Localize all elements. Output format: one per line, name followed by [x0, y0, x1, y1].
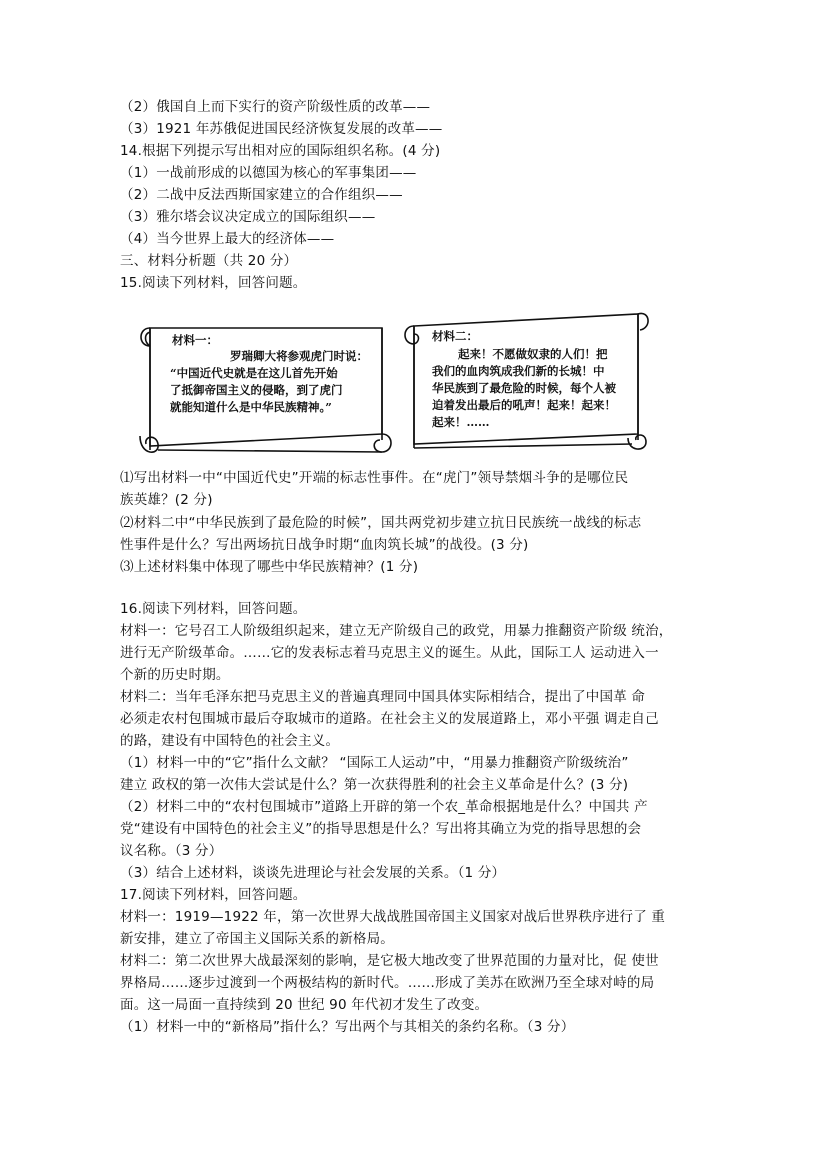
text-line: 性事件是什么？写出两场抗日战争时期“血肉筑长城”的战役。(3 分) [120, 537, 529, 553]
material-two-scroll [402, 306, 654, 456]
material-title: 材料二： [432, 329, 478, 343]
material-line: 我们的血肉筑成我们新的长城！中 [432, 364, 605, 378]
text-line: 议名称。（3 分） [120, 843, 223, 859]
text-line: 界格局……逐步过渡到一个两极结构的新时代。……形成了美苏在欧洲乃至全球对峙的局 [120, 975, 655, 991]
material-line: “中国近代史就是在这儿首先开始 [170, 366, 338, 380]
text-line: （2）二战中反法西斯国家建立的合作组织—— [120, 187, 403, 203]
material-line: 就能知道什么是中华民族精神。” [170, 400, 332, 414]
material-line: 了抵御帝国主义的侵略，到了虎门 [170, 383, 343, 397]
text-line: 建立 政权的第一次伟大尝试是什么？第一次获得胜利的社会主义革命是什么？(3 分) [120, 777, 629, 793]
text-line: 必须走农村包围城市最后夺取城市的道路。在社会主义的发展道路上，邓小平强 调走自己 [120, 711, 659, 727]
text-line: ⑶上述材料集中体现了哪些中华民族精神？(1 分) [120, 559, 419, 575]
text-line: 族英雄？(2 分) [120, 492, 213, 508]
material-line: 罗瑞卿大将参观虎门时说： [230, 349, 368, 363]
text-line: 的路，建设有中国特色的社会主义。 [120, 733, 340, 749]
material-line: 华民族到了最危险的时候，每个人被 [432, 381, 616, 395]
material-line: 起来！…… [432, 415, 490, 429]
material-line: 迫着发出最后的吼声！起来！起来！ [432, 398, 616, 412]
material-title: 材料一： [172, 333, 218, 347]
question-heading: 17.阅读下列材料，回答问题。 [120, 887, 307, 903]
text-line: （1）材料一中的“它”指什么文献？ “国际工人运动”中，“用暴力推翻资产阶级统治” [120, 755, 629, 771]
text-line: 新安排，建立了帝国主义国际关系的新格局。 [120, 931, 394, 947]
text-line: 材料二：当年毛泽东把马克思主义的普遍真理同中国具体实际相结合，提出了中国革 命 [120, 689, 646, 705]
text-line: （1）材料一中的“新格局”指什么？写出两个与其相关的条约名称。（3 分） [120, 1019, 575, 1035]
question-heading: 16.阅读下列材料，回答问题。 [120, 601, 307, 617]
text-line: （2）材料二中的“农村包围城市”道路上开辟的第一个农_革命根据地是什么？中国共 产 [120, 799, 648, 815]
text-line: 材料二：第二次世界大战最深刻的影响，是它极大地改变了世界范围的力量对比，促 使世 [120, 953, 659, 969]
text-line: ⑴写出材料一中“中国近代史”开端的标志性事件。在“虎门”领导禁烟斗争的是哪位民 [120, 470, 629, 486]
text-line: 材料一：它号召工人阶级组织起来，建立无产阶级自己的政党，用暴力推翻资产阶级 统治， [120, 623, 673, 639]
material-line: 起来！不愿做奴隶的人们！把 [458, 347, 608, 361]
text-line: 党“建设有中国特色的社会主义”的指导思想是什么？写出将其确立为党的指导思想的会 [120, 821, 642, 837]
text-line: 面。这一局面一直持续到 20 世纪 90 年代初才发生了改变。 [120, 997, 489, 1013]
text-line: ⑵材料二中“中华民族到了最危险的时候”，国共两党初步建立抗日民族统一战线的标志 [120, 515, 642, 531]
text-line: （3）1921 年苏俄促进国民经济恢复发展的改革—— [120, 121, 443, 137]
text-line: 个新的历史时期。 [120, 667, 230, 683]
material-one-scroll [136, 318, 392, 458]
text-line: （1）一战前形成的以德国为核心的军事集团—— [120, 165, 417, 181]
text-line: （4）当今世界上最大的经济体—— [120, 231, 335, 247]
text-line: （2）俄国自上而下实行的资产阶级性质的改革—— [120, 99, 431, 115]
text-line: （3）雅尔塔会议决定成立的国际组织—— [120, 209, 376, 225]
section-heading: 三、材料分析题（共 20 分） [120, 253, 298, 269]
text-line: 14.根据下列提示写出相对应的国际组织名称。(4 分) [120, 143, 441, 159]
text-line: 进行无产阶级革命。……它的发表标志着马克思主义的诞生。从此，国际工人 运动进入一 [120, 645, 659, 661]
question-heading: 15.阅读下列材料，回答问题。 [120, 275, 307, 291]
text-line: 材料一：1919—1922 年，第一次世界大战战胜国帝国主义国家对战后世界秩序进行了 重 [120, 909, 666, 925]
text-line: （3）结合上述材料，谈谈先进理论与社会发展的关系。（1 分） [120, 865, 506, 881]
